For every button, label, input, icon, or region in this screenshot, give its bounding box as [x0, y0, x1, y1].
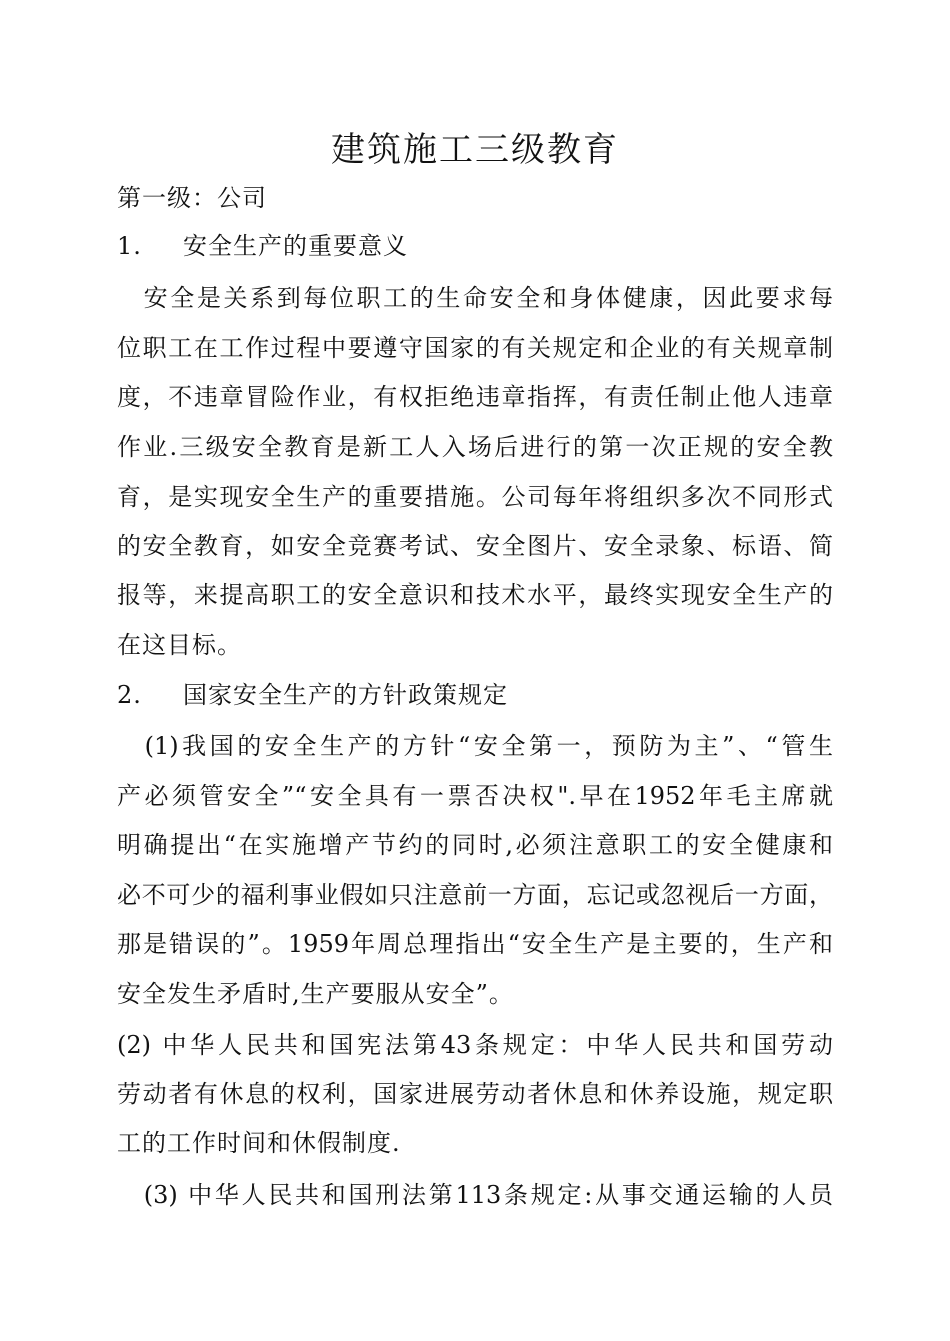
paragraph-line: (1)我国的安全生产的方针“安全第一，预防为主”、“管生: [117, 732, 833, 760]
paragraph-line: 安全发生矛盾时,生产要服从安全”。: [117, 980, 514, 1008]
paragraph-line: 工的工作时间和休假制度.: [117, 1129, 401, 1157]
paragraph-line: 明确提出“在实施增产节约的同时,必须注意职工的安全健康和: [117, 831, 833, 859]
section-1-heading: [117, 231, 408, 261]
paragraph-line: 作业.三级安全教育是新工人入场后进行的第一次正规的安全教: [117, 433, 833, 461]
section-2-number: 2.: [117, 681, 142, 709]
paragraph-line: 那是错误的”。1959年周总理指出“安全生产是主要的，生产和: [117, 930, 833, 958]
paragraph-line: 的安全教育，如安全竞赛考试、安全图片、安全录象、标语、简: [117, 532, 833, 560]
paragraph-line: 育，是实现安全生产的重要措施。公司每年将组织多次不同形式: [117, 483, 833, 511]
paragraph-line: (3) 中华人民共和国刑法第113条规定:从事交通运输的人员: [117, 1181, 833, 1209]
paragraph-line: 劳动者有休息的权利，国家进展劳动者休息和休养设施，规定职: [117, 1080, 833, 1108]
section-2-heading: [117, 680, 508, 710]
document-title: 建筑施工三级教育: [331, 130, 619, 170]
paragraph-line: 报等，来提高职工的安全意识和技术水平，最终实现安全生产的: [117, 581, 833, 609]
paragraph-line: 必不可少的福利事业假如只注意前一方面，忘记或忽视后一方面，: [117, 881, 833, 909]
paragraph-line: 安全是关系到每位职工的生命安全和身体健康，因此要求每: [117, 284, 833, 312]
section-1-number: 1.: [117, 232, 142, 260]
paragraph-line: 在这目标。: [117, 631, 242, 659]
paragraph-line: 度，不违章冒险作业，有权拒绝违章指挥，有责任制止他人违章: [117, 383, 833, 411]
paragraph-line: 位职工在工作过程中要遵守国家的有关规定和企业的有关规章制: [117, 334, 833, 362]
section-1-title: 安全生产的重要意义: [183, 232, 408, 260]
paragraph-line: (2) 中华人民共和国宪法第43条规定：中华人民共和国劳动: [117, 1031, 833, 1059]
paragraph-line: 产必须管安全”“安全具有一票否决权".早在1952年毛主席就: [117, 782, 833, 810]
section-2-title: 国家安全生产的方针政策规定: [183, 681, 508, 709]
level-heading: 第一级：公司: [117, 184, 267, 212]
